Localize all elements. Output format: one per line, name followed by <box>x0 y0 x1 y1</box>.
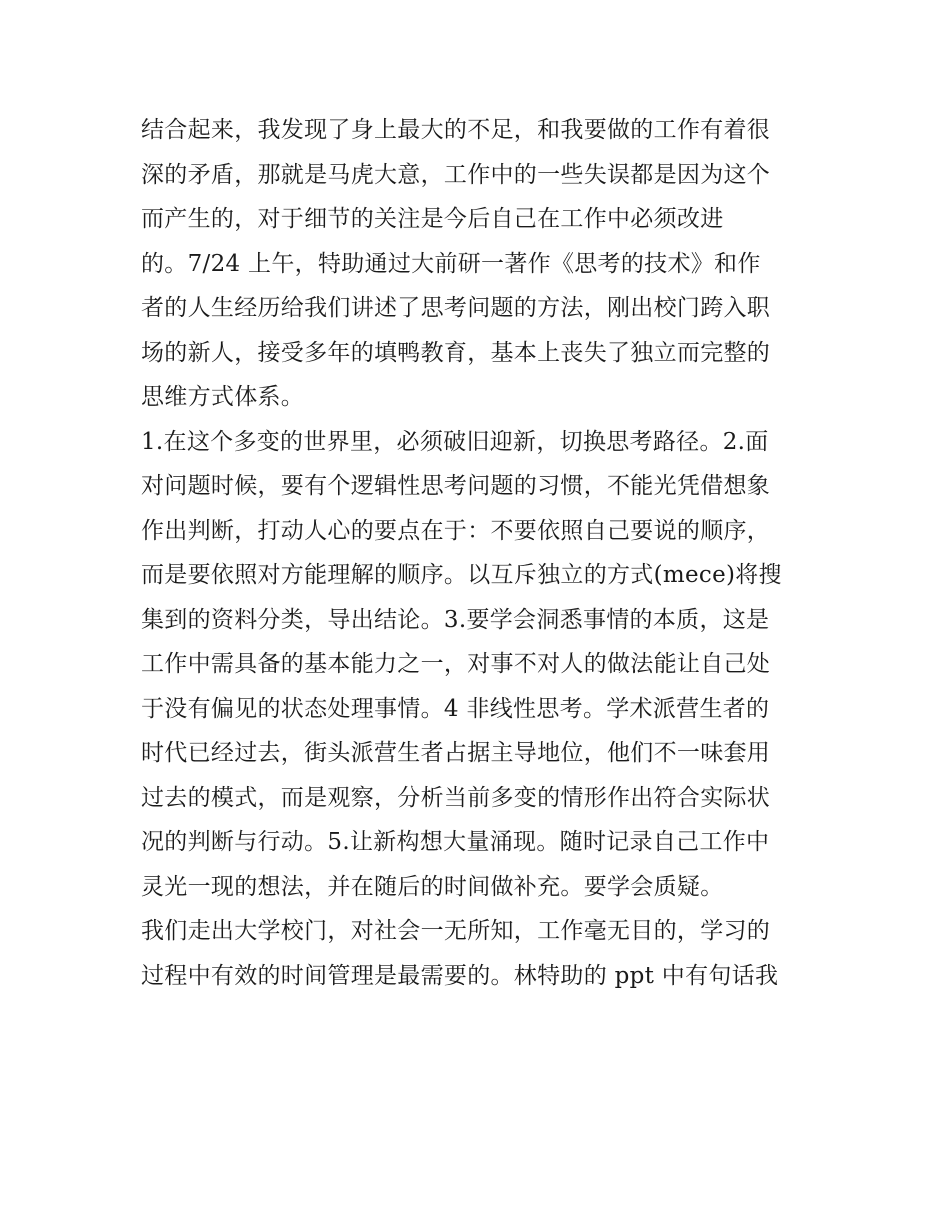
text-line: 思维方式体系。 <box>141 384 305 410</box>
text-line: 1.在这个多变的世界里，必须破旧迎新，切换思考路径。2.面 <box>141 428 769 455</box>
text-line: 过去的模式，而是观察，分析当前多变的情形作出符合实际状 <box>141 784 771 811</box>
text-line: 的。7/24 上午，特助通过大前研一著作《思考的技术》和作 <box>141 250 761 277</box>
text-line: 况的判断与行动。5.让新构想大量涌现。随时记录自己工作中 <box>141 829 770 855</box>
text-line: 我们走出大学校门，对社会一无所知，工作毫无目的，学习的 <box>141 918 771 944</box>
text-line: 集到的资料分类，导出结论。3.要学会洞悉事情的本质，这是 <box>141 606 770 633</box>
text-line: 时代已经过去，街头派营生者占据主导地位，他们不一味套用 <box>141 740 771 766</box>
text-line: 工作中需具备的基本能力之一，对事不对人的做法能让自己处 <box>141 651 771 677</box>
text-line: 深的矛盾，那就是马虎大意，工作中的一些失误都是因为这个 <box>141 161 771 188</box>
document-body <box>141 108 813 998</box>
text-line: 者的人生经历给我们讲述了思考问题的方法，刚出校门跨入职 <box>141 295 771 321</box>
text-line: 而产生的，对于细节的关注是今后自己在工作中必须改进 <box>141 206 724 232</box>
text-line: 结合起来，我发现了身上最大的不足，和我要做的工作有着很 <box>141 117 771 143</box>
text-line: 场的新人，接受多年的填鸭教育，基本上丧失了独立而完整的 <box>141 339 771 366</box>
text-line: 灵光一现的想法，并在随后的时间做补充。要学会质疑。 <box>141 873 724 900</box>
text-line: 于没有偏见的状态处理事情。4 非线性思考。学术派营生者的 <box>141 695 770 722</box>
text-line: 过程中有效的时间管理是最需要的。林特助的 ppt 中有句话我 <box>141 962 779 989</box>
text-line: 而是要依照对方能理解的顺序。以互斥独立的方式(mece)将搜 <box>141 562 782 588</box>
text-line: 作出判断，打动人心的要点在于：不要依照自己要说的顺序， <box>141 517 771 544</box>
text-line: 对问题时候，要有个逻辑性思考问题的习惯，不能光凭借想象 <box>141 473 771 499</box>
